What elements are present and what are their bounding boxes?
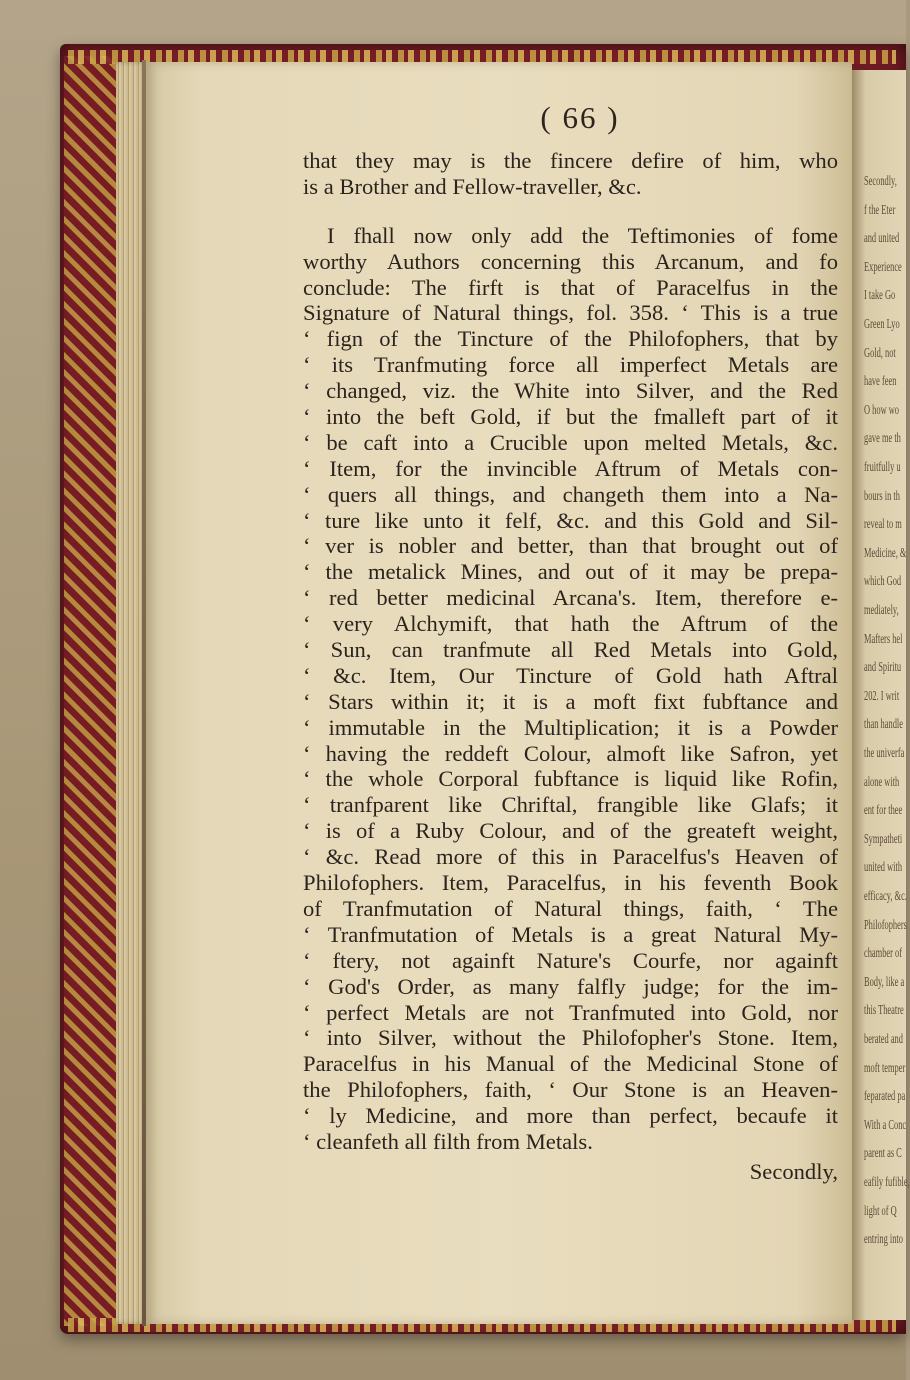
text-line: ‘ ftery, not againft Nature's Courfe, nor againft: [303, 947, 838, 973]
text-line: ‘ having the reddeft Colour, almoft like Safron, yet: [303, 740, 838, 766]
page-number: ( 66 ): [540, 100, 620, 135]
text-line: ‘ the metalick Mines, and out of it may be prepa-: [303, 559, 838, 585]
next-page-fragment: With a Conc: [864, 1117, 907, 1133]
next-page-fragment: this Theatre: [864, 1003, 904, 1019]
text-line: Paracelfus in his Manual of the Medicinal Stone of: [303, 1051, 838, 1077]
next-page-fragment: which God: [864, 574, 902, 590]
text-line: ‘ is of a Ruby Colour, and of the greateft weight,: [303, 818, 838, 844]
next-page-fragment: moft temper: [864, 1060, 906, 1076]
text-line: Signature of Natural things, fol. 358. ‘ This is a true: [303, 300, 838, 326]
next-page-fragment: Body, like a: [864, 974, 905, 990]
next-page-fragment: efficacy, &c.: [864, 889, 907, 904]
text-line: ‘ very Alchymift, that hath the Aftrum of the: [303, 611, 838, 637]
text-line: that they may is the fincere defire of him, who: [303, 148, 838, 173]
next-page-fragment: bours in th: [864, 488, 900, 504]
page-text: [303, 148, 838, 1185]
next-page-fragment: entring into: [864, 1232, 903, 1248]
text-line: ‘ ly Medicine, and more than perfect, becaufe it: [303, 1103, 838, 1129]
next-page-fragment: O how wo: [864, 402, 900, 418]
text-line: ‘ God's Order, as many falfly judge; for the im-: [303, 973, 838, 999]
text-line: ‘ fign of the Tincture of the Philofophers, that by: [303, 326, 838, 352]
next-page-fragment: Philofophers: [864, 917, 907, 933]
text-line: conclude: The firft is that of Paracelfus in the: [303, 274, 838, 300]
catchword: Secondly,: [749, 1158, 838, 1184]
next-page-fragment: alone with: [864, 774, 900, 790]
next-page-fragment: and united: [864, 231, 900, 247]
next-page-fragment: united with: [864, 860, 903, 876]
text-line: ‘ Stars within it; it is a moft fixt fubftance and: [303, 688, 838, 714]
next-page-fragment: light of Q: [864, 1203, 897, 1219]
next-page-fragment: gave me th: [864, 431, 901, 447]
gilt-border-left: [64, 56, 118, 1326]
text-line: ‘ into the beft Gold, if but the fmalleft part of it: [303, 404, 838, 430]
next-page-fragment: I take Go: [864, 288, 896, 304]
text-line: ‘ ture like unto it felf, &c. and this Gold and Sil-: [303, 507, 838, 533]
next-page-peek: [852, 70, 910, 1320]
next-page-fragment: Sympatheti: [864, 831, 903, 847]
text-line: ‘ the whole Corporal fubftance is liquid like Rofin,: [303, 766, 838, 792]
next-page-fragment: Secondly,: [864, 174, 897, 189]
text-line: ‘ Item, for the invincible Aftrum of Metals con-: [303, 455, 838, 481]
next-page-fragment: ent for thee: [864, 803, 903, 819]
text-line: ‘ Sun, can tranfmute all Red Metals into Gold,: [303, 637, 838, 663]
text-line: Philofophers. Item, Paracelfus, in his feventh Book: [303, 870, 838, 896]
text-line: ‘ &c. Read more of this in Paracelfus's Heaven of: [303, 844, 838, 870]
text-line: ‘ perfect Metals are not Tranfmuted into Gold, nor: [303, 999, 838, 1025]
next-page-fragment: have feen: [864, 374, 897, 390]
text-line: ‘ its Tranfmuting force all imperfect Metals are: [303, 352, 838, 378]
next-page-fragment: 202. I writ: [864, 688, 900, 704]
text-line: ‘ tranfparent like Chriftal, frangible like Glafs; it: [303, 792, 838, 818]
text-line: is a Brother and Fellow-traveller, &c.: [303, 173, 642, 199]
next-page-fragment: berated and: [864, 1032, 903, 1047]
text-line: of Tranfmutation of Natural things, faith, ‘ The: [303, 895, 838, 921]
text-line: ‘ Tranfmutation of Metals is a great Natural My-: [303, 921, 838, 947]
next-page-fragment: eafily fufible,: [864, 1175, 910, 1190]
text-line: worthy Authors concerning this Arcanum, and fo: [303, 248, 838, 274]
text-line: ‘ into Silver, without the Philofopher's Stone. Item,: [303, 1025, 838, 1051]
next-page-fragment: feparated pa: [864, 1089, 906, 1105]
next-page-fragment: reveal to m: [864, 517, 902, 533]
text-line: ‘ red better medicinal Arcana's. Item, therefore e-: [303, 585, 838, 611]
next-page-fragment: Green Lyo: [864, 317, 900, 332]
text-line: ‘ quers all things, and changeth them into a Na-: [303, 481, 838, 507]
text-line: I fhall now only add the Teftimonies of fome: [327, 222, 838, 248]
next-page-fragment: parent as C: [864, 1146, 902, 1162]
next-page-fragment: mediately,: [864, 603, 899, 618]
next-page-fragment: Medicine, &: [864, 545, 907, 561]
next-page-fragment: Gold, not: [864, 345, 896, 361]
text-line: the Philofophers, faith, ‘ Our Stone is an Heaven-: [303, 1077, 838, 1103]
text-line: ‘ ver is nobler and better, than that brought out of: [303, 533, 838, 559]
text-line: [303, 200, 838, 223]
text-line: ‘ immutable in the Multiplication; it is a Powder: [303, 714, 838, 740]
text-line: ‘ cleanfeth all filth from Metals.: [303, 1128, 593, 1154]
next-page-fragment: the univerfa: [864, 746, 905, 761]
text-line: ‘ &c. Item, Our Tincture of Gold hath Aftral: [303, 662, 838, 688]
next-page-fragment: Experience: [864, 259, 902, 275]
next-page-fragment: fruitfully u: [864, 460, 901, 475]
next-page-fragment: chamber of: [864, 946, 903, 962]
next-page-fragment: than handle: [864, 717, 903, 733]
text-line: ‘ changed, viz. the White into Silver, and the Red: [303, 378, 838, 404]
next-page-fragment: f the Eter: [864, 202, 896, 218]
next-page-fragment: and Spiritu: [864, 660, 902, 676]
next-page-fragment: Mafters hel: [864, 631, 903, 647]
text-line: ‘ be caft into a Crucible upon melted Metals, &c.: [303, 429, 838, 455]
